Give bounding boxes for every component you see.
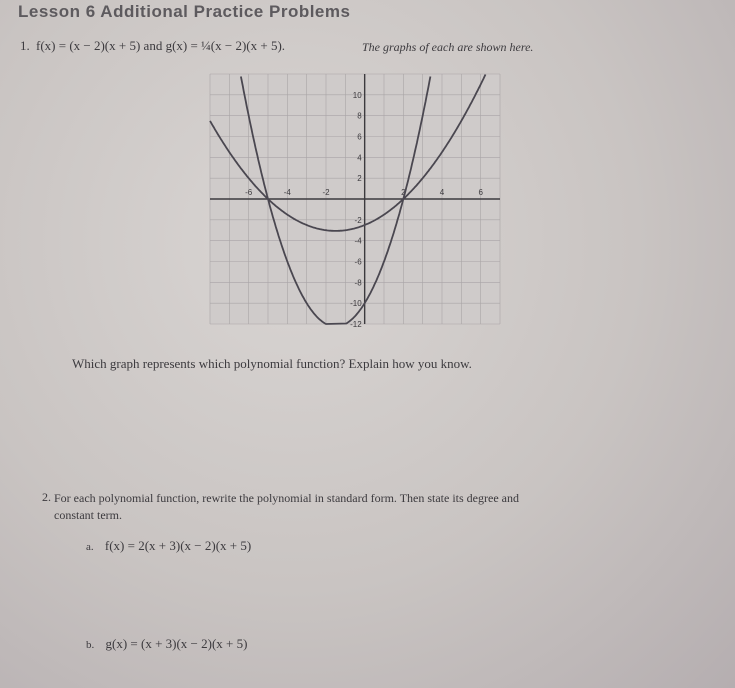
y-tick-label: -8 [354,278,362,288]
y-tick-label: -2 [354,215,362,225]
problem-2-number: 2. [42,490,51,504]
problem-1-number: 1. [20,38,30,53]
x-tick-label: 2 [401,188,406,197]
y-tick-label: 4 [357,153,362,163]
x-tick-label: 6 [478,188,483,197]
y-tick-label: -10 [350,299,362,309]
problem-2-part-a [86,538,251,554]
y-tick-label: 6 [357,132,362,142]
y-tick-label: -6 [354,257,362,267]
y-tick-label: 8 [357,111,362,121]
y-tick-label: 10 [352,90,362,100]
part-a-equation: f(x) = 2(x + 3)(x − 2)(x + 5) [104,538,252,553]
page-title: Lesson 6 Additional Practice Problems [18,2,351,21]
part-a-label: a. [86,541,94,553]
problem-1-text: The graphs of each are shown here. [362,40,534,54]
part-b-equation: g(x) = (x + 3)(x − 2)(x + 5) [105,636,248,651]
x-tick-label: 4 [439,188,445,197]
x-tick-label: -6 [245,188,253,197]
page-header [0,0,735,28]
problem-2-part-b [86,636,247,652]
problem-1-question: Which graph represents which polynomial function? Explain how you know. [72,356,472,371]
x-tick-label: -4 [283,188,291,197]
problem-1-equation: f(x) = (x − 2)(x + 5) and g(x) = ¼(x − 2)(x + 5). [36,38,286,53]
graph-chart [210,74,500,329]
y-tick-label: -4 [354,236,362,246]
y-tick-label: 2 [357,174,362,184]
part-b-label: b. [86,639,95,651]
y-tick-label: -12 [350,320,362,329]
x-tick-label: -2 [322,188,330,197]
problem-2-text: For each polynomial function, rewrite the polynomial in standard form. Then state its degree and constant term. [54,491,519,522]
